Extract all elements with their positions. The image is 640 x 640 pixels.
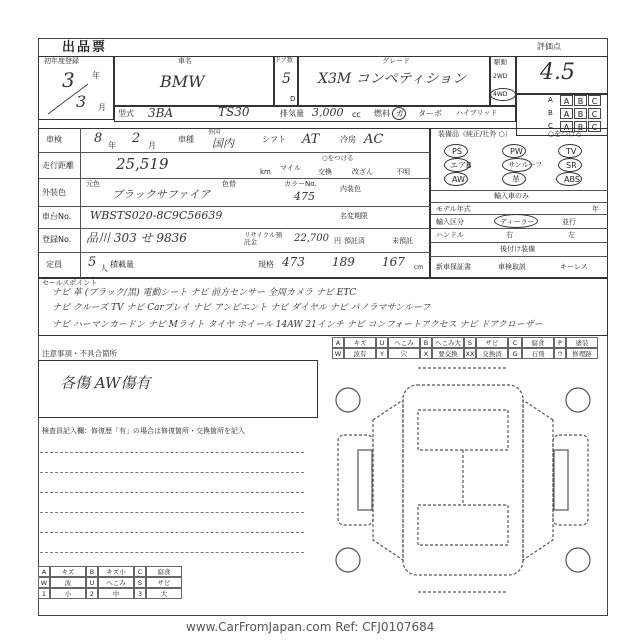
vin-value: WBSTS020-8C9C56639 — [90, 209, 223, 222]
legend-text: 石飛 — [522, 348, 554, 359]
color-value: ブラックサファイア — [112, 188, 211, 201]
grid-c3: C — [588, 121, 601, 132]
grid-a3: A — [560, 121, 573, 132]
equip-abs: ABS — [564, 175, 580, 184]
equip-circle-abs — [556, 172, 582, 186]
color-change-label: 色替 — [222, 180, 236, 188]
legend-code: ウ — [554, 348, 566, 359]
grid-b3: B — [574, 121, 587, 132]
inspection-year-unit: 年 — [108, 141, 116, 150]
equip-aw: AW — [452, 175, 465, 184]
displacement-label: 排気量 — [280, 109, 304, 118]
equipment-circle-label: ○をつける — [548, 130, 583, 138]
row-line-2 — [38, 178, 430, 179]
year-value: 3 — [62, 68, 75, 92]
drive-4wd: 4WD — [493, 91, 508, 98]
legend-code: P — [554, 337, 566, 348]
equip-circle-tv — [558, 144, 582, 158]
inspector-line-6 — [40, 552, 304, 553]
legend-text: 波 — [50, 577, 86, 588]
color-no-value: 475 — [294, 190, 315, 203]
fuel-label: 燃料 — [374, 109, 390, 118]
equip-circle-aw — [444, 172, 468, 186]
equip-line-4 — [430, 228, 608, 229]
mileage-label: 走行距離 — [42, 161, 74, 170]
equip-circle-sr — [558, 158, 582, 172]
left-label: 左 — [568, 231, 575, 239]
inspector-line-5 — [40, 532, 304, 533]
legend-code: C — [508, 337, 522, 348]
grid-a1: A — [560, 95, 573, 106]
inspection-label: 車検 — [46, 135, 62, 144]
grid-row-c: C — [548, 122, 553, 130]
legend-code: S — [134, 577, 146, 588]
inspection-month: 2 — [132, 131, 141, 146]
grid-c2: C — [588, 108, 601, 119]
legend-code: U — [86, 577, 98, 588]
legend-code: 2 — [86, 588, 98, 599]
type-label: 車種 — [178, 135, 194, 144]
aircon-label: 冷房 — [340, 135, 356, 144]
grade-label: グレード — [382, 57, 410, 65]
circle-note: ○をつける — [322, 154, 354, 162]
legend-text: へこみ大 — [432, 337, 464, 348]
shift-label: シフト — [262, 135, 286, 144]
capacity-label: 定員 — [46, 260, 62, 269]
drive-4wd-circle — [490, 88, 516, 101]
right-label: 右 — [506, 231, 513, 239]
grid-c1: C — [588, 95, 601, 106]
equip-airbag: エアB — [450, 161, 472, 170]
equip-circle-sunroof — [502, 158, 532, 172]
maker-value: BMW — [160, 72, 205, 91]
equip-line-1 — [430, 190, 608, 191]
legend-text: キズ小 — [98, 566, 134, 577]
inspector-line-1 — [40, 452, 304, 453]
meter-change: 交換 — [318, 168, 332, 176]
legend-text: へこみ — [98, 577, 134, 588]
damage-legend-top — [332, 337, 598, 359]
selling-line-2: ナビ クルーズ TV ナビ Carプレイ ナビ アンビエント ナビ ダイヤル ナビ パノラマサンルーフ — [52, 303, 431, 313]
legend-code: X — [420, 348, 432, 359]
mileage-value: 25,519 — [116, 155, 169, 173]
notes-value: 各傷 AW傷有 — [60, 374, 151, 392]
notes-label: 注意事項・不具合箇所 — [42, 349, 117, 358]
equip-circle-pw — [502, 144, 526, 158]
interior-color-label: 内装色 — [340, 185, 361, 193]
fuel-mark: ガ — [396, 109, 404, 118]
orig-color-label: 元色 — [86, 180, 100, 188]
dealer-value: ディーラー — [500, 218, 535, 226]
import-value: 国内 — [212, 137, 234, 150]
vehicle-info-block — [38, 128, 430, 278]
grid-a2: A — [560, 108, 573, 119]
legend-text: キズ — [344, 337, 376, 348]
load-label: 積載量 — [110, 260, 134, 269]
month-unit: 月 — [98, 103, 106, 112]
legend-text: 修理跡 — [566, 348, 598, 359]
fuel-circle — [392, 107, 406, 120]
footer-watermark: www.CarFromJapan.com Ref: CFJ0107684 — [186, 620, 435, 634]
size-unit: cm — [414, 264, 424, 271]
equip-line-5 — [430, 242, 608, 243]
equip-tv: TV — [566, 147, 577, 156]
grid-b1: B — [574, 95, 587, 106]
model-value: 3BA — [148, 106, 174, 120]
year-unit: 年 — [92, 71, 100, 80]
capacity-value: 5 — [88, 255, 97, 270]
recycle-label: リサイクル預託金 — [244, 231, 283, 246]
legend-code: A — [332, 337, 344, 348]
capacity-unit: 人 — [100, 264, 108, 273]
inspection-year: 8 — [94, 131, 103, 146]
shift-value: AT — [302, 132, 320, 147]
recycle-status: 預託済 — [344, 237, 365, 245]
meter-rollback: 改ざん — [352, 168, 373, 176]
year-slash-mark — [40, 80, 100, 120]
equip-line-2 — [430, 202, 608, 203]
recycle-status-2: 未預託 — [392, 237, 413, 245]
equip-pw: PW — [510, 147, 523, 156]
equip-ps: PS — [452, 147, 462, 156]
import-label: 外国 — [208, 129, 221, 136]
row-line-5 — [38, 252, 430, 253]
equip-sunroof: サンルーフ — [508, 161, 543, 169]
first-reg-label: 初年度登録 — [44, 57, 79, 65]
keyless-label: キーレス — [560, 263, 588, 271]
selling-line-3: ナビ ハーマンカードン ナビ Mライト タイヤ ホイール 14AW 21インチ ナビ コンフォートアクセス ナビ ドアクローザー — [52, 320, 543, 330]
model-label: 型式 — [118, 109, 134, 118]
equip-line-6 — [430, 256, 608, 257]
selling-line-1: ナビ 革 (ブラック/黒) 電動シート ナビ 前方センサー 全周カメラ ナビ ETC — [52, 288, 357, 298]
drive-label: 駆動 — [494, 58, 507, 66]
equip-circle-airbag — [444, 158, 470, 172]
reg-value: 品川 303 せ 9836 — [86, 231, 187, 245]
turbo-label: ターボ — [418, 109, 442, 118]
displacement-unit: cc — [352, 110, 361, 119]
equip-leather: 革 — [512, 175, 520, 184]
model-year-label: モデル年式 — [436, 205, 471, 213]
color-no-label: カラーNo. — [284, 180, 317, 188]
equip-circle-ps — [444, 144, 468, 158]
score-value: 4.5 — [540, 60, 575, 85]
legend-code: XX — [465, 350, 475, 358]
legend-text: 腐食 — [146, 566, 182, 577]
row-line-1 — [38, 152, 430, 153]
doors-value: 5 — [282, 71, 291, 87]
inspector-line-3 — [40, 492, 304, 493]
month-value: 3 — [76, 92, 87, 111]
width-value: 189 — [332, 255, 355, 269]
new-warranty-label: 新車保証書 — [436, 263, 471, 271]
label-column-line — [80, 128, 81, 278]
legend-code: C — [134, 566, 146, 577]
size-label: 規格 — [258, 260, 274, 269]
inspector-line-4 — [40, 512, 304, 513]
legend-text: サビ — [476, 337, 508, 348]
legend-text: サビ — [146, 577, 182, 588]
model-year-unit: 年 — [592, 205, 599, 213]
drive-2wd: 2WD — [493, 73, 508, 80]
grid-b2: B — [574, 108, 587, 119]
import-header: 輸入車のみ — [494, 192, 529, 200]
name-change-label: 名変期限 — [340, 212, 368, 220]
legend-text: 要交換 — [432, 348, 464, 359]
legend-text: 腐食 — [522, 337, 554, 348]
color-label: 外装色 — [42, 188, 66, 197]
row-line-4 — [38, 228, 430, 229]
equipment-header: 装備品（純正/社外 ○） — [438, 130, 512, 138]
dealer-circle — [494, 214, 538, 228]
recycle-unit: 円 — [334, 237, 341, 245]
model-code: TS30 — [218, 105, 250, 119]
legend-code: 1 — [38, 588, 50, 599]
legend-text: へこみ — [388, 337, 420, 348]
extras-header: 後付け装備 — [500, 245, 535, 253]
height-value: 167 — [382, 255, 405, 269]
car-diagram — [318, 360, 608, 600]
displacement-value: 3,000 — [312, 106, 344, 119]
grid-row-b: B — [548, 109, 553, 117]
sheet-title: 出品票 — [62, 40, 108, 55]
legend-code: U — [376, 337, 388, 348]
legend-code: 3 — [134, 588, 146, 599]
mileage-note-label: マイル — [280, 164, 301, 172]
row-line-3 — [38, 206, 430, 207]
equip-sr: SR — [566, 161, 577, 170]
legend-text: キズ — [50, 566, 86, 577]
legend-code: S — [464, 337, 476, 348]
grade-value: X3M コンペティション — [318, 71, 467, 87]
meter-unknown: 不明 — [396, 168, 410, 176]
evaluation-label: 評価点 — [537, 42, 561, 51]
mileage-unit: km — [260, 168, 271, 176]
equip-circle-leather — [502, 172, 526, 186]
legend-code: B — [420, 337, 432, 348]
selling-points-label: セールスポイント — [42, 279, 98, 287]
inspector-label: 検査員記入欄：修復歴「有」の場合は修復箇所・交換箇所を記入 — [42, 427, 245, 435]
legend-text: 大 — [146, 588, 182, 599]
legend-code: A — [38, 566, 50, 577]
inspector-line-2 — [40, 472, 304, 473]
legend-text: 塗装 — [566, 337, 598, 348]
damage-legend-bottom — [38, 566, 182, 599]
reg-label: 登録No. — [42, 235, 72, 244]
maker-label: 車名 — [178, 57, 192, 65]
legend-text: 小 — [50, 588, 86, 599]
inspection-month-unit: 月 — [148, 141, 156, 150]
legend-text: 中 — [98, 588, 134, 599]
doors-label: ドア数 — [275, 57, 293, 64]
legend-text: 交換済 — [476, 348, 508, 359]
d-mark: D — [290, 95, 296, 103]
aircon-value: AC — [364, 132, 384, 147]
legend-code: W — [332, 348, 344, 359]
legend-code: Y — [376, 348, 388, 359]
manual-label: 車検取説 — [498, 263, 526, 271]
legend-code: B — [86, 566, 98, 577]
length-value: 473 — [282, 255, 305, 269]
legend-text: 穴 — [388, 348, 420, 359]
legend-code: W — [38, 577, 50, 588]
handle-side-label: ハンドル — [436, 231, 464, 239]
recycle-value: 22,700 — [294, 233, 329, 244]
handle-label: 輸入区分 — [436, 218, 464, 226]
legend-text: 波有 — [344, 348, 376, 359]
parallel-value: 並行 — [562, 218, 576, 226]
vin-label: 車台No. — [42, 212, 72, 221]
legend-code: G — [508, 348, 522, 359]
hybrid-label: ハイブリッド — [456, 109, 498, 117]
grid-row-a: A — [548, 96, 553, 104]
